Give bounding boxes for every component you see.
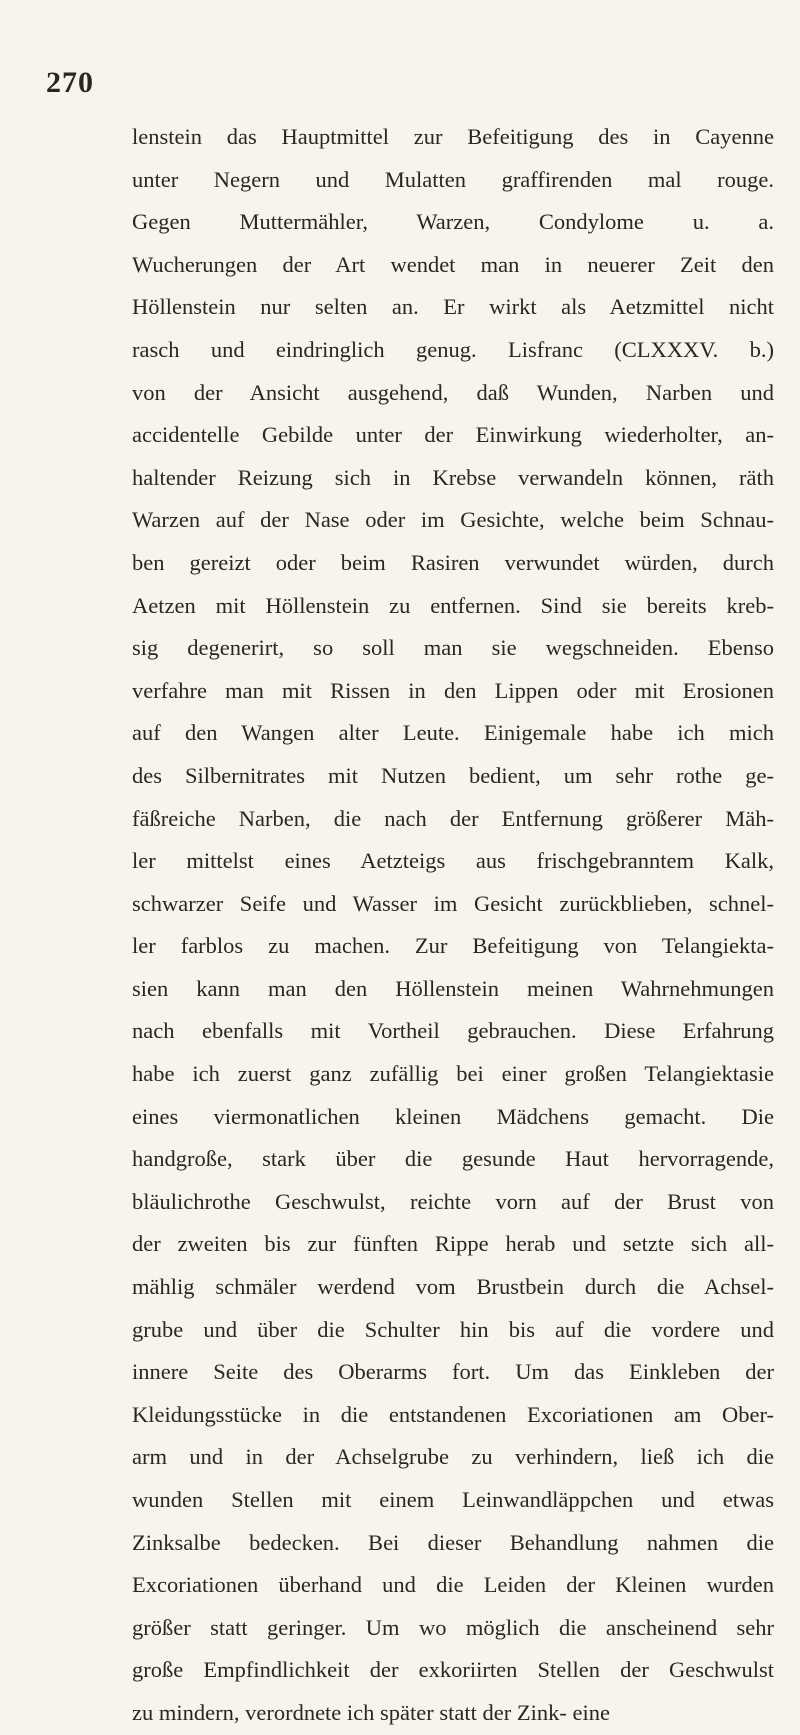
text-line: Warzen auf der Nase oder im Gesichte, welche beim Schnau- [132, 507, 774, 533]
text-line: innere Seite des Oberarms fort. Um das Einkleben der [132, 1359, 774, 1385]
body-text [132, 116, 774, 1735]
text-line: wunden Stellen mit einem Leinwandläppchen und etwas [132, 1487, 774, 1512]
text-line: sien kann man den Höllenstein meinen Wahrnehmungen [132, 975, 774, 1001]
text-line: verfahre man mit Rissen in den Lippen oder mit Erosionen [132, 677, 774, 703]
text-line: rasch und eindringlich genug. Lisfranc (CLXXXV. b.) [132, 336, 774, 362]
text-line: unter Negern und Mulatten graffirenden mal rouge. [132, 166, 774, 192]
text-line: haltender Reizung sich in Krebse verwandeln können, räth [132, 464, 774, 490]
text-line: auf den Wangen alter Leute. Einigemale habe ich mich [132, 720, 774, 746]
text-line: accidentelle Gebilde unter der Einwirkung wiederholter, an- [132, 422, 774, 448]
text-line: fäßreiche Narben, die nach der Entfernung größerer Mäh- [132, 805, 774, 831]
text-line: nach ebenfalls mit Vortheil gebrauchen. Diese Erfahrung [132, 1018, 774, 1044]
text-line: große Empfindlichkeit der exkoriirten Stellen der Geschwulst [132, 1657, 774, 1683]
text-line: habe ich zuerst ganz zufällig bei einer großen Telangiektasie [132, 1061, 774, 1087]
page-number: 270 [46, 66, 94, 99]
text-line: größer statt geringer. Um wo möglich die anscheinend sehr [132, 1614, 774, 1640]
text-line: der zweiten bis zur fünften Rippe herab und setzte sich all- [132, 1231, 774, 1257]
text-line: ler farblos zu machen. Zur Befeitigung von Telangiekta- [132, 933, 774, 959]
text-line: ben gereizt oder beim Rasiren verwundet würden, durch [132, 549, 774, 575]
text-line: mählig schmäler werdend vom Brustbein durch die Achsel- [132, 1274, 774, 1300]
text-line: Gegen Muttermähler, Warzen, Condylome u. a. [132, 209, 774, 235]
text-line: sig degenerirt, so soll man sie wegschneiden. Ebenso [132, 635, 774, 661]
text-line: bläulichrothe Geschwulst, reichte vorn auf der Brust von [132, 1188, 774, 1214]
text-line: Zinksalbe bedecken. Bei dieser Behandlung nahmen die [132, 1529, 774, 1555]
text-line: Kleidungsstücke in die entstandenen Excoriationen am Ober- [132, 1401, 774, 1427]
text-line: grube und über die Schulter hin bis auf die vordere und [132, 1316, 774, 1342]
text-line: lenstein das Hauptmittel zur Befeitigung des in Cayenne [132, 124, 774, 149]
text-line: handgroße, stark über die gesunde Haut hervorragende, [132, 1146, 774, 1172]
text-line: eines viermonatlichen kleinen Mädchens gemacht. Die [132, 1103, 774, 1129]
text-line: zu mindern, verordnete ich später statt der Zink- eine [132, 1699, 610, 1725]
text-line: Höllenstein nur selten an. Er wirkt als Aetzmittel nicht [132, 294, 774, 320]
text-line: Wucherungen der Art wendet man in neuerer Zeit den [132, 251, 774, 277]
text-line: schwarzer Seife und Wasser im Gesicht zurückblieben, schnel- [132, 890, 774, 916]
text-line: des Silbernitrates mit Nutzen bedient, um sehr rothe ge- [132, 762, 774, 788]
text-line: Excoriationen überhand und die Leiden der Kleinen wurden [132, 1572, 774, 1598]
text-line: Aetzen mit Höllenstein zu entfernen. Sind sie bereits kreb- [132, 592, 774, 618]
text-line: von der Ansicht ausgehend, daß Wunden, Narben und [132, 379, 774, 405]
text-line: ler mittelst eines Aetzteigs aus frischgebranntem Kalk, [132, 848, 774, 874]
text-line: arm und in der Achselgrube zu verhindern, ließ ich die [132, 1444, 774, 1470]
